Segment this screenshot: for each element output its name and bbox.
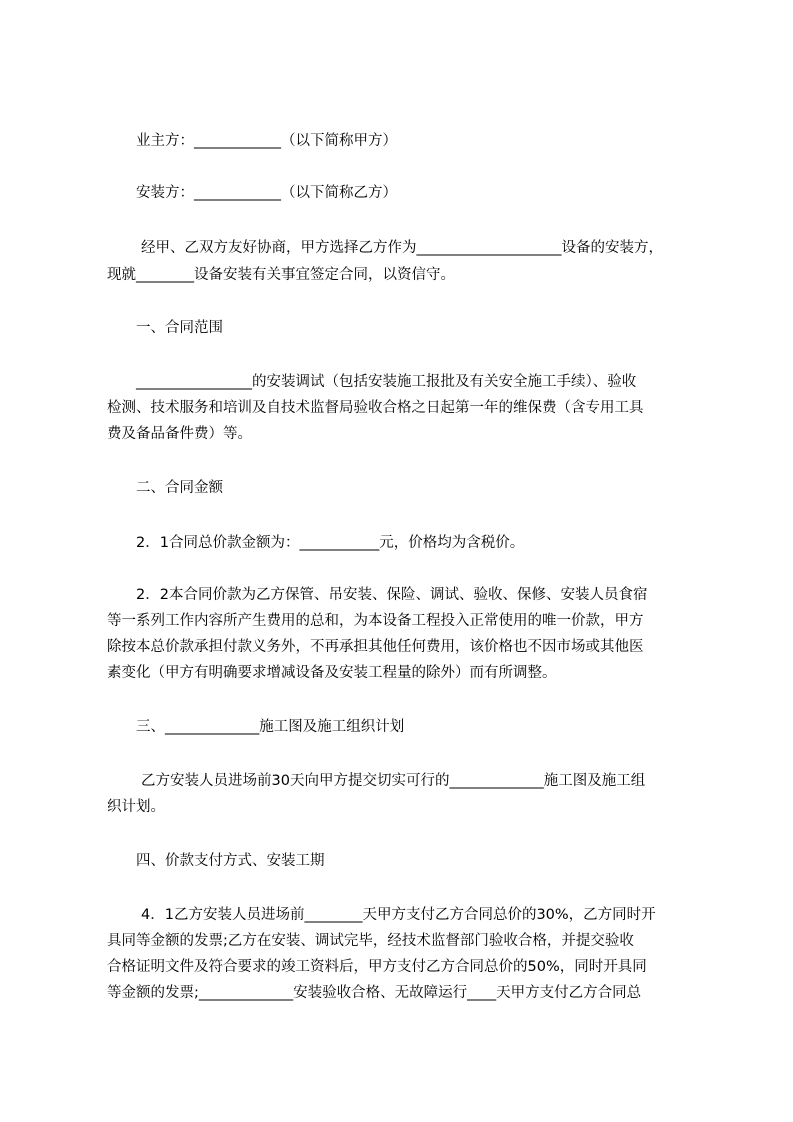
installer-line: 安装方：____________（以下简称乙方） (136, 185, 397, 201)
clause-2-2-line-4: 素变化（甲方有明确要求增减设备及安装工程量的除外）而有所调整。 (107, 665, 557, 681)
section-3-line-1: 乙方安装人员进场前30天向甲方提交切实可行的_____________施工图及施工组 (141, 773, 646, 789)
owner-line: 业主方：____________（以下简称甲方） (136, 133, 397, 149)
clause-4-1-line-4: 等金额的发票;_____________安装验收合格、无故障运行____天甲方支付乙方合同总 (107, 985, 642, 1001)
intro-line-1: 经甲、乙双方友好协商，甲方选择乙方作为____________________设备的安装方， (141, 240, 663, 256)
section-1-line-3: 费及备品备件费）等。 (107, 426, 252, 442)
section-1-line-2: 检测、技术服务和培训及自技术监督局验收合格之日起第一年的维保费（含专用工具 (107, 400, 644, 416)
clause-4-1-line-3: 合格证明文件及符合要求的竣工资料后，甲方支付乙方合同总价的50%，同时开具同 (107, 959, 647, 975)
section-1-title: 一、合同范围 (136, 320, 223, 336)
section-3-title: 三、_____________施工图及施工组织计划 (136, 719, 405, 735)
section-3-line-2: 织计划。 (107, 799, 165, 815)
clause-2-1: 2．1合同总价款金额为：___________元，价格均为含税价。 (136, 535, 525, 551)
section-2-title: 二、合同金额 (136, 480, 223, 496)
intro-line-2: 现就________设备安装有关事宜签定合同，以资信守。 (107, 267, 455, 283)
clause-4-1-line-2: 具同等金额的发票;乙方在安装、调试完毕，经技术监督部门验收合格，并提交验收 (107, 933, 634, 949)
clause-2-2-line-3: 除按本总价款承担付款义务外，不再承担其他任何费用，该价格也不因市场或其他医 (107, 639, 644, 655)
clause-2-2-line-1: 2．2本合同价款为乙方保管、吊安装、保险、调试、验收、保修、安装人员食宿 (136, 587, 648, 603)
clause-2-2-line-2: 等一系列工作内容所产生费用的总和，为本设备工程投入正常使用的唯一价款，甲方 (107, 613, 644, 629)
section-1-line-1: ________________的安装调试（包括安装施工报批及有关安全施工手续）、验收 (136, 374, 637, 390)
section-4-title: 四、价款支付方式、安装工期 (136, 853, 325, 869)
clause-4-1-line-1: 4．1乙方安装人员进场前________天甲方支付乙方合同总价的30%，乙方同时开 (141, 907, 656, 923)
